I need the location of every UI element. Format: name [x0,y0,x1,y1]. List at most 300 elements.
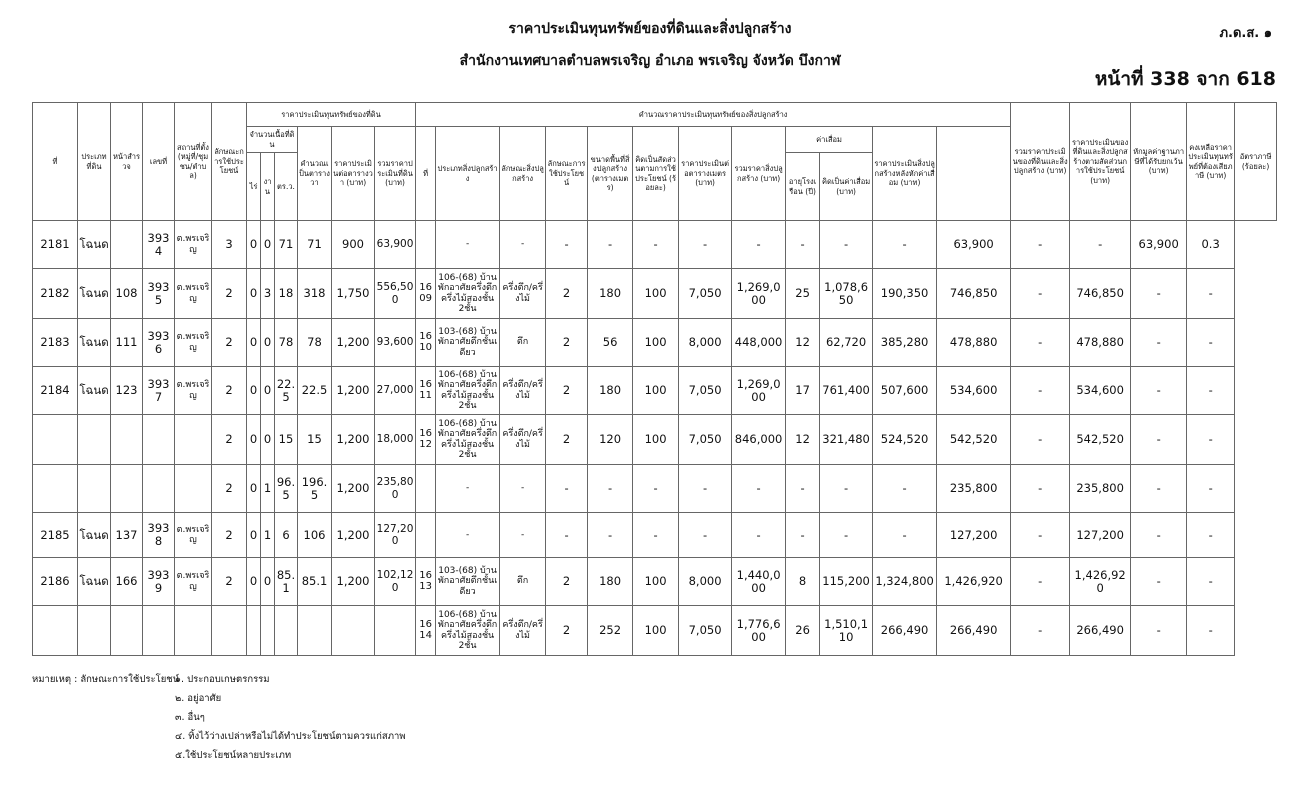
cell-grand-total: 478,880 [937,319,1011,367]
cell-building-kind: ครึ่งตึก/ครึ่งไม้ [500,367,546,415]
cell-usage: 2 [212,415,247,465]
cell-land-type: โฉนด [78,367,111,415]
col-header-building-percent: คิดเป็นสัดส่วนตามการใช้ประโยชน์ (ร้อยละ) [633,127,679,221]
cell-rai [247,606,261,656]
cell-sqwa: 15 [275,415,298,465]
cell-building-after-dep: 507,600 [873,367,937,415]
cell-land-total: 93,600 [375,319,416,367]
cell-building-after-dep: - [873,465,937,513]
cell-page: 137 [111,513,143,558]
cell-building-usage: 2 [546,319,588,367]
col-header-dep-age: อายุโรงเรือน (ปี) [786,153,820,221]
cell-location [175,465,212,513]
cell-dep-age: - [786,513,820,558]
cell-building-kind: ตึก [500,558,546,606]
cell-number: 3936 [143,319,175,367]
cell-building-usage: 2 [546,269,588,319]
cell-land-type: โฉนด [78,269,111,319]
cell-building-usage: - [546,465,588,513]
cell-land-type [78,606,111,656]
cell-land-type: โฉนด [78,558,111,606]
cell-building-size: 180 [588,558,633,606]
cell-usage: 2 [212,367,247,415]
cell-building-price: 8,000 [679,319,732,367]
table-row [33,465,1277,513]
col-header-dep-value: คิดเป็นค่าเสื่อม (บาท) [820,153,873,221]
cell-rai: 0 [247,465,261,513]
notes-lead: หมายเหตุ : ลักษณะการใช้ประโยชน์ [32,674,180,685]
cell-building-after-dep: 1,324,800 [873,558,937,606]
cell-building-percent: 100 [633,367,679,415]
cell-building-usage: 2 [546,606,588,656]
cell-building-size: 56 [588,319,633,367]
cell-building-no [416,221,436,269]
col-header-taxable: คงเหลือราคาประเมินทุนทรัพย์ที่ต้องเสียภาษี (บาท) [1187,103,1235,221]
cell-no [33,606,78,656]
cell-calc-sqwa: 106 [298,513,332,558]
cell-calc-sqwa: 85.1 [298,558,332,606]
cell-land-type: โฉนด [78,221,111,269]
cell-dep-value: 1,078,650 [820,269,873,319]
cell-page [111,465,143,513]
cell-calc-sqwa: 318 [298,269,332,319]
col-header-number: เลขที่ [143,103,175,221]
cell-land-total: 127,200 [375,513,416,558]
cell-usage: 3 [212,221,247,269]
cell-land-total: 18,000 [375,415,416,465]
cell-building-size: - [588,513,633,558]
cell-exempt: 235,800 [1070,465,1131,513]
cell-land-type [78,415,111,465]
cell-land-type: โฉนด [78,513,111,558]
cell-building-type: - [436,221,500,269]
cell-taxable: - [1131,558,1187,606]
cell-number [143,465,175,513]
cell-building-total: - [732,465,786,513]
cell-building-kind: ครึ่งตึก/ครึ่งไม้ [500,269,546,319]
cell-building-price: 7,050 [679,269,732,319]
cell-grand-total: 1,426,920 [937,558,1011,606]
cell-land-total: 235,800 [375,465,416,513]
cell-dep-age: 8 [786,558,820,606]
cell-building-size: - [588,221,633,269]
cell-dep-age: - [786,221,820,269]
office-subtitle: สำนักงานเทศบาลตำบลพรเจริญ อำเภอ พรเจริญ จังหวัด บึงกาฬ [459,53,841,69]
cell-building-total: 846,000 [732,415,786,465]
cell-ngan: 0 [261,319,275,367]
cell-sqwa: 96.5 [275,465,298,513]
cell-dep-age: 12 [786,319,820,367]
cell-building-no: 1609 [416,269,436,319]
cell-calc-sqwa: 71 [298,221,332,269]
cell-land-type: โฉนด [78,319,111,367]
cell-building-no [416,465,436,513]
table-row [33,221,1277,269]
cell-price-per-sqwa: 900 [332,221,375,269]
cell-building-usage: 2 [546,415,588,465]
cell-sqwa: 85.1 [275,558,298,606]
cell-no: 2183 [33,319,78,367]
cell-page [111,221,143,269]
cell-dep-age: 12 [786,415,820,465]
cell-usage: 2 [212,558,247,606]
cell-calc-sqwa [298,606,332,656]
cell-building-price: 7,050 [679,606,732,656]
cell-price-per-sqwa: 1,200 [332,558,375,606]
cell-usage: 2 [212,269,247,319]
cell-rai: 0 [247,558,261,606]
note-item: ๑. ประกอบเกษตรกรรม [175,674,270,685]
cell-building-kind: ครึ่งตึก/ครึ่งไม้ [500,606,546,656]
cell-rai: 0 [247,513,261,558]
cell-building-usage: - [546,513,588,558]
cell-building-percent: 100 [633,606,679,656]
cell-exempt: 266,490 [1070,606,1131,656]
cell-building-percent: - [633,513,679,558]
cell-building-no: 1613 [416,558,436,606]
cell-building-no: 1611 [416,367,436,415]
cell-dep-value: - [820,513,873,558]
table-row [33,606,1277,656]
cell-location: ต.พรเจริญ [175,367,212,415]
cell-building-after-dep: 266,490 [873,606,937,656]
cell-number: 3935 [143,269,175,319]
cell-sqwa: 71 [275,221,298,269]
cell-calc-sqwa: 78 [298,319,332,367]
cell-building-price: 8,000 [679,558,732,606]
cell-page: 123 [111,367,143,415]
cell-building-total: - [732,513,786,558]
cell-no: 2181 [33,221,78,269]
cell-proportional: - [1011,415,1070,465]
cell-land-total: 27,000 [375,367,416,415]
cell-building-after-dep: 190,350 [873,269,937,319]
cell-building-percent: - [633,465,679,513]
col-header-sqwa: ตร.ว. [275,153,298,221]
cell-no [33,465,78,513]
cell-building-type: 106-(68) บ้านพักอาศัยครึ่งตึกครึ่งไม้สองชั้น 2ชั้น [436,367,500,415]
col-header-proportional: ราคาประเมินของที่ดินและสิ่งปลูกสร้างตามสัดส่วนการใช้ประโยชน์ (บาท) [1070,103,1131,221]
col-header-building-size: ขนาดพื้นที่สิ่งปลูกสร้าง (ตารางเมตร) [588,127,633,221]
cell-building-type: 106-(68) บ้านพักอาศัยครึ่งตึกครึ่งไม้สองชั้น 2ชั้น [436,606,500,656]
cell-building-no: 1614 [416,606,436,656]
cell-usage: 2 [212,465,247,513]
cell-taxable: - [1131,367,1187,415]
cell-exempt: 127,200 [1070,513,1131,558]
document-title: ราคาประเมินทุนทรัพย์ของที่ดินและสิ่งปลูกสร้าง [508,21,792,37]
cell-building-price: 7,050 [679,415,732,465]
col-header-building-usage: ลักษณะการใช้ประโยชน์ [546,127,588,221]
col-header-grand-total: รวมราคาประเมินของที่ดินและสิ่งปลูกสร้าง (บาท) [1011,103,1070,221]
cell-calc-sqwa: 196.5 [298,465,332,513]
cell-proportional: - [1011,606,1070,656]
cell-taxable: - [1131,269,1187,319]
col-header-building-no: ที่ [416,127,436,221]
assessment-table [32,102,1277,656]
cell-building-total: 1,440,000 [732,558,786,606]
cell-building-kind: - [500,465,546,513]
cell-building-kind: - [500,221,546,269]
cell-price-per-sqwa [332,606,375,656]
note-item: ๔. ทิ้งไว้ว่างเปล่าหรือไม่ได้ทำประโยชน์ตามควรแก่สภาพ [175,731,406,742]
cell-rai: 0 [247,319,261,367]
cell-building-kind: ตึก [500,319,546,367]
cell-exempt: 1,426,920 [1070,558,1131,606]
form-code: ภ.ด.ส. ๑ [1219,26,1272,41]
page-indicator: หน้าที่ 338 จาก 618 [1094,68,1276,90]
cell-number: 3937 [143,367,175,415]
cell-exempt: 478,880 [1070,319,1131,367]
table-row [33,269,1277,319]
cell-price-per-sqwa: 1,200 [332,367,375,415]
cell-dep-value: 115,200 [820,558,873,606]
cell-building-no [416,513,436,558]
cell-building-type: - [436,465,500,513]
cell-page [111,415,143,465]
cell-sqwa: 78 [275,319,298,367]
note-item: ๒. อยู่อาศัย [175,693,222,704]
cell-building-size: 180 [588,269,633,319]
cell-grand-total: 746,850 [937,269,1011,319]
cell-land-total: 63,900 [375,221,416,269]
note-item: ๕.ใช้ประโยชน์หลายประเภท [175,750,292,761]
col-header-land-type: ประเภทที่ดิน [78,103,111,221]
cell-building-percent: 100 [633,415,679,465]
cell-taxable: - [1131,465,1187,513]
cell-building-percent: - [633,221,679,269]
group-header-depreciation: ค่าเสื่อม [786,127,873,153]
cell-location: ต.พรเจริญ [175,558,212,606]
cell-dep-age: 26 [786,606,820,656]
cell-sqwa [275,606,298,656]
col-header-location: สถานที่ตั้ง(หมู่ที่/ชุมชน/ตำบล) [175,103,212,221]
cell-ngan: 0 [261,558,275,606]
table-row [33,513,1277,558]
cell-tax-rate: - [1187,269,1235,319]
group-header-land: ราคาประเมินทุนทรัพย์ของที่ดิน [247,103,416,127]
cell-tax-rate: - [1187,558,1235,606]
cell-dep-value: 62,720 [820,319,873,367]
cell-number [143,606,175,656]
cell-tax-rate: - [1187,513,1235,558]
cell-location [175,415,212,465]
col-header-calc-sqwa: คำนวณเป็นตารางวา [298,127,332,221]
cell-building-type: - [436,513,500,558]
cell-page: 108 [111,269,143,319]
cell-dep-value: 761,400 [820,367,873,415]
cell-number: 3939 [143,558,175,606]
table-row [33,367,1277,415]
cell-building-after-dep: - [873,513,937,558]
cell-grand-total: 266,490 [937,606,1011,656]
cell-exempt: 542,520 [1070,415,1131,465]
col-header-tax-rate: อัตราภาษี (ร้อยละ) [1235,103,1277,221]
cell-building-usage: 2 [546,558,588,606]
col-header-land-total: รวมราคาประเมินที่ดิน (บาท) [375,127,416,221]
cell-ngan [261,606,275,656]
cell-calc-sqwa: 22.5 [298,367,332,415]
cell-grand-total: 542,520 [937,415,1011,465]
cell-no: 2182 [33,269,78,319]
cell-grand-total: 534,600 [937,367,1011,415]
cell-rai: 0 [247,269,261,319]
cell-number [143,415,175,465]
notes-list [175,670,406,765]
cell-no: 2184 [33,367,78,415]
cell-building-percent: 100 [633,558,679,606]
cell-no [33,415,78,465]
cell-exempt: 534,600 [1070,367,1131,415]
cell-building-percent: 100 [633,269,679,319]
cell-price-per-sqwa: 1,750 [332,269,375,319]
cell-ngan: 0 [261,367,275,415]
cell-price-per-sqwa: 1,200 [332,465,375,513]
cell-building-size: 252 [588,606,633,656]
cell-exempt: - [1070,221,1131,269]
col-header-page: หน้าสำรวจ [111,103,143,221]
cell-taxable: - [1131,606,1187,656]
cell-building-price: - [679,221,732,269]
cell-price-per-sqwa: 1,200 [332,319,375,367]
cell-building-size: - [588,465,633,513]
cell-location: ต.พรเจริญ [175,221,212,269]
cell-tax-rate: - [1187,319,1235,367]
cell-ngan: 0 [261,221,275,269]
cell-calc-sqwa: 15 [298,415,332,465]
cell-building-price: - [679,465,732,513]
cell-dep-value: - [820,221,873,269]
cell-tax-rate: 0.3 [1187,221,1235,269]
cell-page [111,606,143,656]
cell-building-price: 7,050 [679,367,732,415]
cell-rai: 0 [247,221,261,269]
cell-building-after-dep: - [873,221,937,269]
cell-no: 2185 [33,513,78,558]
col-header-building-type: ประเภทสิ่งปลูกสร้าง [436,127,500,221]
cell-ngan: 3 [261,269,275,319]
cell-building-kind: - [500,513,546,558]
cell-usage [212,606,247,656]
cell-building-total: 1,269,000 [732,269,786,319]
cell-building-no: 1612 [416,415,436,465]
cell-no: 2186 [33,558,78,606]
cell-dep-value: 1,510,110 [820,606,873,656]
cell-land-total [375,606,416,656]
cell-tax-rate: - [1187,415,1235,465]
cell-proportional: - [1011,221,1070,269]
group-header-building: คำนวณราคาประเมินทุนทรัพย์ของสิ่งปลูกสร้าง [416,103,1011,127]
cell-location: ต.พรเจริญ [175,269,212,319]
col-header-rai: ไร่ [247,153,261,221]
cell-location: ต.พรเจริญ [175,319,212,367]
cell-usage: 2 [212,319,247,367]
cell-building-price: - [679,513,732,558]
cell-land-total: 556,500 [375,269,416,319]
cell-taxable: - [1131,415,1187,465]
cell-sqwa: 18 [275,269,298,319]
table-row [33,558,1277,606]
cell-taxable: 63,900 [1131,221,1187,269]
cell-price-per-sqwa: 1,200 [332,513,375,558]
cell-grand-total: 63,900 [937,221,1011,269]
col-header-building-total: รวมราคาสิ่งปลูกสร้าง (บาท) [732,127,786,221]
col-header-ngan: งาน [261,153,275,221]
cell-building-type: 106-(68) บ้านพักอาศัยครึ่งตึกครึ่งไม้สองชั้น 2ชั้น [436,269,500,319]
cell-building-type: 103-(68) บ้านพักอาศัยตึกชั้นเดียว [436,319,500,367]
cell-building-total: 1,776,600 [732,606,786,656]
cell-tax-rate: - [1187,606,1235,656]
cell-rai: 0 [247,367,261,415]
cell-building-after-dep: 385,280 [873,319,937,367]
cell-building-no: 1610 [416,319,436,367]
cell-building-after-dep: 524,520 [873,415,937,465]
cell-ngan: 1 [261,513,275,558]
cell-dep-age: 25 [786,269,820,319]
cell-number: 3938 [143,513,175,558]
col-header-exempt: หักมูลค่าฐานภาษีที่ได้รับยกเว้น (บาท) [1131,103,1187,221]
cell-sqwa: 6 [275,513,298,558]
table-row [33,319,1277,367]
cell-dep-value: - [820,465,873,513]
cell-building-total: 1,269,000 [732,367,786,415]
col-header-no: ที่ [33,103,78,221]
col-header-price-per-sqwa: ราคาประเมินต่อตารางวา (บาท) [332,127,375,221]
cell-tax-rate: - [1187,367,1235,415]
cell-ngan: 0 [261,415,275,465]
cell-proportional: - [1011,465,1070,513]
cell-building-total: 448,000 [732,319,786,367]
cell-land-total: 102,120 [375,558,416,606]
cell-location [175,606,212,656]
cell-grand-total: 127,200 [937,513,1011,558]
cell-building-kind: ครึ่งตึก/ครึ่งไม้ [500,415,546,465]
cell-ngan: 1 [261,465,275,513]
cell-building-percent: 100 [633,319,679,367]
cell-proportional: - [1011,319,1070,367]
col-header-building-after-dep: ราคาประเมินสิ่งปลูกสร้างหลังหักค่าเสื่อม (บาท) [873,127,937,221]
cell-building-type: 106-(68) บ้านพักอาศัยครึ่งตึกครึ่งไม้สองชั้น 2ชั้น [436,415,500,465]
cell-tax-rate: - [1187,465,1235,513]
cell-dep-age: - [786,465,820,513]
cell-sqwa: 22.5 [275,367,298,415]
cell-proportional: - [1011,269,1070,319]
col-header-building-kind: ลักษณะสิ่งปลูกสร้าง [500,127,546,221]
cell-building-usage: - [546,221,588,269]
cell-dep-age: 17 [786,367,820,415]
cell-land-type [78,465,111,513]
cell-page: 166 [111,558,143,606]
cell-building-size: 180 [588,367,633,415]
cell-building-usage: 2 [546,367,588,415]
cell-rai: 0 [247,415,261,465]
cell-taxable: - [1131,513,1187,558]
group-header-area: จำนวนเนื้อที่ดิน [247,127,298,153]
cell-location: ต.พรเจริญ [175,513,212,558]
note-item: ๓. อื่นๆ [175,712,205,723]
cell-usage: 2 [212,513,247,558]
cell-number: 3934 [143,221,175,269]
cell-exempt: 746,850 [1070,269,1131,319]
cell-price-per-sqwa: 1,200 [332,415,375,465]
cell-proportional: - [1011,558,1070,606]
cell-grand-total: 235,800 [937,465,1011,513]
cell-building-type: 103-(68) บ้านพักอาศัยตึกชั้นเดียว [436,558,500,606]
cell-proportional: - [1011,513,1070,558]
cell-building-total: - [732,221,786,269]
cell-page: 111 [111,319,143,367]
cell-dep-value: 321,480 [820,415,873,465]
cell-building-size: 120 [588,415,633,465]
